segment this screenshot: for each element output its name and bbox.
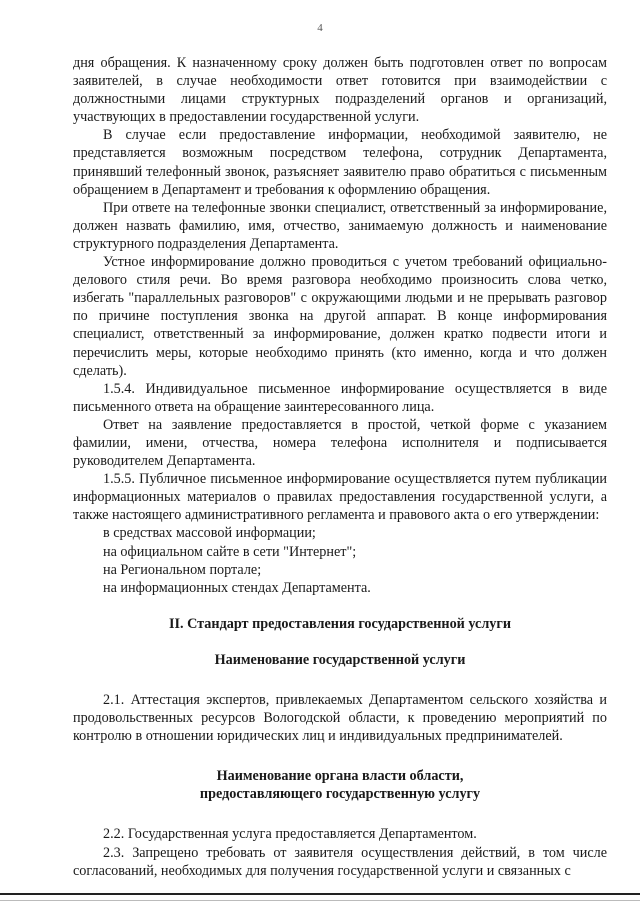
subsection-heading (73, 767, 607, 803)
subsection-heading: Наименование государственной услуги (214, 651, 466, 668)
paragraph: Ответ на заявление предоставляется в простой, четкой форме с указанием фамилии, имени, отчества, номера телефона исполнителя и подписывается руководителем Департамента. (73, 416, 607, 470)
paragraph: Устное информирование должно проводиться с учетом требований официально-делового стиля речи. Во время разговора необходимо произносить слова четко, избегать "параллельных разговоров" с окружающими людьми и не прерывать разговор по причине поступления звонка на другой аппарат. В конце информирования специалист, ответственный за информирование, должен кратко подвести итоги и перечислить меры, которые необходимо принять (кто именно, когда и что должен сделать). (73, 254, 607, 379)
paragraph: 2.3. Запрещено требовать от заявителя осуществления действий, в том числе согласований, необходимых для получения государственной услуги и связанных с (73, 844, 607, 879)
paragraph: В случае если предоставление информации, необходимой заявителю, не представляется возможным посредством телефона, сотрудник Департамента, принявший телефонный звонок, разъясняет заявителю право обратиться с письменным обращением в Департамент и требования к оформлению обращения. (73, 127, 607, 198)
list-item: на информационных стендах Департамента. (103, 579, 371, 596)
heading-line: Наименование органа власти области, (216, 768, 464, 785)
page-bottom-border-faint (0, 900, 640, 901)
paragraph: 1.5.4. Индивидуальное письменное информирование осуществляется в виде письменного ответа на обращение заинтересованного лица. (73, 380, 607, 415)
paragraph: 1.5.5. Публичное письменное информирование осуществляется путем публикации информационных материалов о правилах предоставления государственной услуги, а также настоящего административного регламента и правового акта о его утверждении: (73, 471, 607, 524)
list-item: на Региональном портале; (103, 561, 262, 578)
document-body (73, 54, 607, 880)
paragraph: дня обращения. К назначенному сроку должен быть подготовлен ответ по вопросам заявителей, в случае необходимости ответ готовится при взаимодействии с должностными лицами структурных подразделений органов и организаций, участвующих в предоставлении государственной услуги. (73, 55, 607, 126)
heading-line: предоставляющего государственную услугу (199, 786, 481, 803)
list-item: на официальном сайте в сети "Интернет"; (103, 543, 357, 560)
section-heading: II. Стандарт предоставления государственной услуги (168, 615, 512, 632)
paragraph: При ответе на телефонные звонки специалист, ответственный за информирование, должен назвать фамилию, имя, отчество, занимаемую должность и наименование структурного подразделения Департамента. (73, 199, 607, 252)
page-bottom-border (0, 893, 640, 895)
paragraph: 2.1. Аттестация экспертов, привлекаемых Департаментом сельского хозяйства и продовольственных ресурсов Вологодской области, к проведению мероприятий по контролю в отношении юридических лиц и индивидуальных предпринимателей. (73, 692, 607, 745)
page-number: 4 (317, 22, 323, 34)
list-item: в средствах массовой информации; (103, 525, 316, 542)
paragraph: 2.2. Государственная услуга предоставляется Департаментом. (103, 826, 477, 843)
